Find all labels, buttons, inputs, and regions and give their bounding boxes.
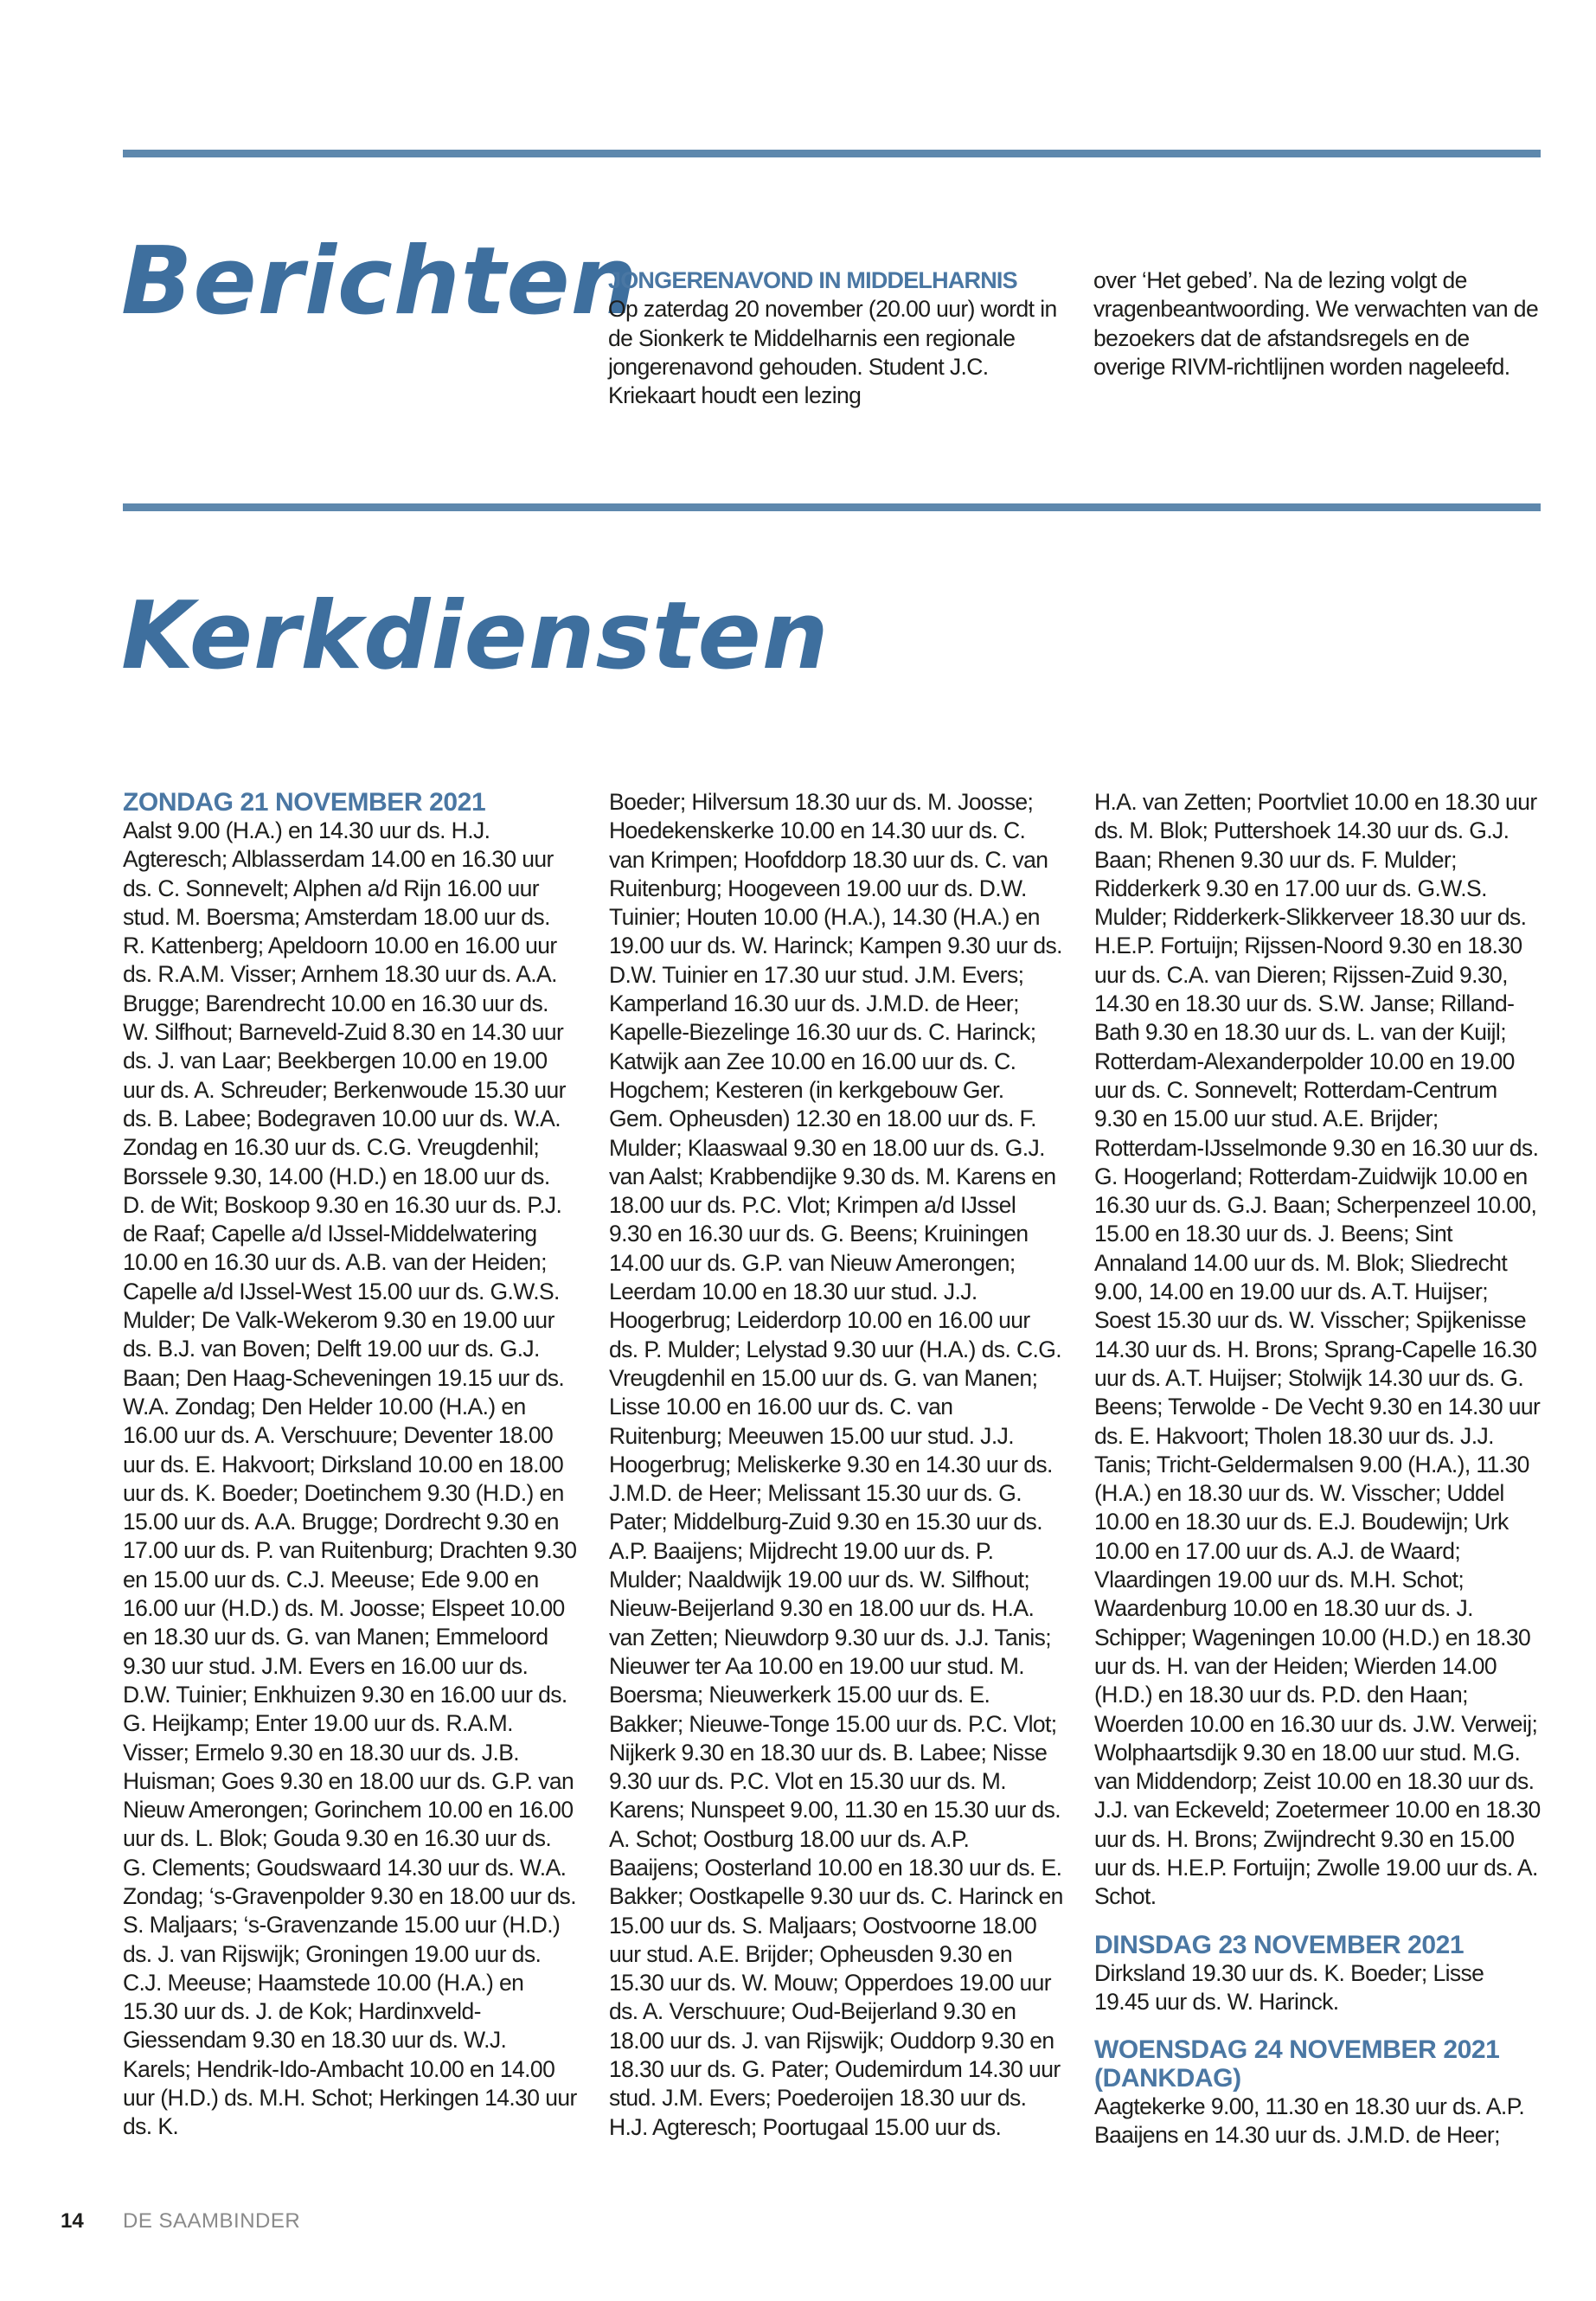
kerkdiensten-title: Kerkdiensten <box>121 582 830 690</box>
wednesday-services: Aagtekerke 9.00, 11.30 en 18.30 uur ds. A.P. Baaijens en 14.30 uur ds. J.M.D. de Heer; <box>1094 2093 1525 2149</box>
tuesday-block <box>1094 1931 1544 2017</box>
notice-column-1 <box>608 266 1058 410</box>
services-column-3 <box>1094 788 1544 2150</box>
notice-heading: JONGERENAVOND IN MIDDELHARNIS <box>608 267 1017 293</box>
sunday-services-part-1: Aalst 9.00 (H.A.) en 14.30 uur ds. H.J. Agteresch; Alblasserdam 14.00 en 16.30 uur ds. C. Sonnevelt; Alphen a/d Rijn 16.00 uur stud. M. Boersma; Amsterdam 18.00 uur ds. R. Kattenberg; Apeldoorn 10.00 en 16.00 uur ds. R.A.M. Visser; Arnhem 18.30 uur ds. A.A. Brugge; Barendrecht 10.00 en 16.30 uur ds. W. Silfhout; Barneveld-Zuid 8.30 en 14.30 uur ds. J. van Laar; Beekbergen 10.00 en 19.00 uur ds. A. Schreuder; Berkenwoude 15.30 uur ds. B. Labee; Bodegraven 10.00 uur ds. W.A. Zondag en 16.30 uur ds. C.G. Vreugdenhil; Borssele 9.30, 14.00 (H.D.) en 18.00 uur ds. D. de Wit; Boskoop 9.30 en 16.30 uur ds. P.J. de Raaf; Capelle a/d IJssel-Middelwatering 10.00 en 16.30 uur ds. A.B. van der Heiden; Capelle a/d IJssel-West 15.00 uur ds. G.W.S. Mulder; De Valk-Wekerom 9.30 en 19.00 uur ds. B.J. van Boven; Delft 19.00 uur ds. G.J. Baan; Den Haag-Scheveningen 19.15 uur ds. W.A. Zondag; Den Helder 10.00 (H.A.) en 16.00 uur ds. A. Verschuure; Deventer 18.00 uur ds. E. Hakvoort; Dirksland 10.00 en 18.00 uur ds. K. Boeder; Doetinchem 9.30 (H.D.) en 15.00 uur ds. A.A. Brugge; Dordrecht 9.30 en 17.00 uur ds. P. van Ruitenburg; Drachten 9.30 en 15.00 uur ds. C.J. Meeuse; Ede 9.00 en 16.00 uur (H.D.) ds. M. Joosse; Elspeet 10.00 en 18.30 uur ds. G. van Manen; Emmeloord 9.30 uur stud. J.M. Evers en 16.00 uur ds. D.W. Tuinier; Enkhuizen 9.30 en 16.00 uur ds. G. Heijkamp; Enter 19.00 uur ds. R.A.M. Visser; Ermelo 9.30 en 18.30 uur ds. J.B. Huisman; Goes 9.30 en 18.00 uur ds. G.P. van Nieuw Amerongen; Gorinchem 10.00 en 16.00 uur ds. L. Blok; Gouda 9.30 en 16.30 uur ds. G. Clements; Goudswaard 14.30 uur ds. W.A. Zondag; ‘s-Gravenpolder 9.30 en 18.00 uur ds. S. Maljaars; ‘s-Gravenzande 15.00 uur (H.D.) ds. J. van Rijswijk; Groningen 19.00 uur ds. C.J. Meeuse; Haamstede 10.00 (H.A.) en 15.30 uur ds. J. de Kok; Hardinxveld-Giessendam 9.30 en 18.30 uur ds. W.J. Karels; Hendrik-Ido-Ambacht 10.00 en 14.00 uur (H.D.) ds. M.H. Schot; Herkingen 14.30 uur ds. K. <box>123 817 577 2140</box>
notice-text-part-1: Op zaterdag 20 november (20.00 uur) wordt in de Sionkerk te Middelharnis een regionale jongerenavond gehouden. Student J.C. Kriekaart houdt een lezing <box>608 296 1057 409</box>
section-divider <box>123 503 1541 511</box>
services-column-1 <box>123 788 577 2142</box>
tuesday-heading: DINSDAG 23 NOVEMBER 2021 <box>1094 1930 1465 1959</box>
page-number: 14 <box>61 2209 84 2233</box>
sunday-heading: ZONDAG 21 NOVEMBER 2021 <box>123 788 486 817</box>
services-column-2 <box>609 788 1063 2142</box>
sunday-services-part-2: Boeder; Hilversum 18.30 uur ds. M. Joosse; Hoedekenskerke 10.00 en 14.30 uur ds. C. van Krimpen; Hoofddorp 18.30 uur ds. C. van Ruitenburg; Hoogeveen 19.00 uur ds. D.W. Tuinier; Houten 10.00 (H.A.), 14.30 (H.A.) en 19.00 uur ds. W. Harinck; Kampen 9.30 uur ds. D.W. Tuinier en 17.30 uur stud. J.M. Evers; Kamperland 16.30 uur ds. J.M.D. de Heer; Kapelle-Biezelinge 16.30 uur ds. C. Harinck; Katwijk aan Zee 10.00 en 16.00 uur ds. C. Hogchem; Kesteren (in kerkgebouw Ger. Gem. Opheusden) 12.30 en 18.00 uur ds. F. Mulder; Klaaswaal 9.30 en 18.00 uur ds. G.J. van Aalst; Krabbendijke 9.30 ds. M. Karens en 18.00 uur ds. P.C. Vlot; Krimpen a/d IJssel 9.30 en 16.30 uur ds. G. Beens; Kruiningen 14.00 uur ds. G.P. van Nieuw Amerongen; Leerdam 10.00 en 18.30 uur stud. J.J. Hoogerbrug; Leiderdorp 10.00 en 16.00 uur ds. P. Mulder; Lelystad 9.30 uur (H.A.) ds. C.G. Vreugdenhil en 15.00 uur ds. G. van Manen; Lisse 10.00 en 16.00 uur ds. C. van Ruitenburg; Meeuwen 15.00 uur stud. J.J. Hoogerbrug; Meliskerke 9.30 en 14.30 uur ds. J.M.D. de Heer; Melissant 15.30 uur ds. G. Pater; Middelburg-Zuid 9.30 en 15.30 uur ds. A.P. Baaijens; Mijdrecht 19.00 uur ds. P. Mulder; Naaldwijk 19.00 uur ds. W. Silfhout; Nieuw-Beijerland 9.30 en 18.00 uur ds. H.A. van Zetten; Nieuwdorp 9.30 uur ds. J.J. Tanis; Nieuwer ter Aa 10.00 en 19.00 uur stud. M. Boersma; Nieuwerkerk 15.00 uur ds. E. Bakker; Nieuwe-Tonge 15.00 uur ds. P.C. Vlot; Nijkerk 9.30 en 18.30 uur ds. B. Labee; Nisse 9.30 uur ds. P.C. Vlot en 15.30 uur ds. M. Karens; Nunspeet 9.00, 11.30 en 15.30 uur ds. A. Schot; Oostburg 18.00 uur ds. A.P. Baaijens; Oosterland 10.00 en 18.30 uur ds. E. Bakker; Oostkapelle 9.30 uur ds. C. Harinck en 15.00 uur ds. S. Maljaars; Oostvoorne 18.00 uur stud. A.E. Brijder; Opheusden 9.30 en 15.30 uur ds. W. Mouw; Opperdoes 19.00 uur ds. A. Verschuure; Oud-Beijerland 9.30 en 18.00 uur ds. J. van Rijswijk; Ouddorp 9.30 en 18.30 uur ds. G. Pater; Oudemirdum 14.30 uur stud. J.M. Evers; Poederoijen 18.30 uur ds. H.J. Agteresch; Poortugaal 15.00 uur ds. <box>609 789 1063 2140</box>
notice-text-part-2: over ‘Het gebed’. Na de lezing volgt de vragenbeantwoording. We verwachten van de bezoekers dat de afstandsregels en de overige RIVM-richtlijnen worden nageleefd. <box>1093 267 1539 380</box>
tuesday-services: Dirksland 19.30 uur ds. K. Boeder; Lisse 19.45 uur ds. W. Harinck. <box>1094 1959 1484 2015</box>
berichten-title: Berichten <box>121 228 638 336</box>
notice-column-2 <box>1093 266 1543 381</box>
wednesday-heading: WOENSDAG 24 NOVEMBER 2021 (DANKDAG) <box>1094 2035 1500 2093</box>
sunday-services-part-3: H.A. van Zetten; Poortvliet 10.00 en 18.30 uur ds. M. Blok; Puttershoek 14.30 uur ds. G.J. Baan; Rhenen 9.30 uur ds. F. Mulder; Ridderkerk 9.30 en 17.00 uur ds. G.W.S. Mulder; Ridderkerk-Slikkerveer 18.30 uur ds. H.E.P. Fortuijn; Rijssen-Noord 9.30 en 18.30 uur ds. C.A. van Dieren; Rijssen-Zuid 9.30, 14.30 en 18.30 uur ds. S.W. Janse; Rilland-Bath 9.30 en 18.30 uur ds. L. van der Kuijl; Rotterdam-Alexanderpolder 10.00 en 19.00 uur ds. C. Sonnevelt; Rotterdam-Centrum 9.30 en 15.00 uur stud. A.E. Brijder; Rotterdam-IJsselmonde 9.30 en 16.30 uur ds. G. Hoogerland; Rotterdam-Zuidwijk 10.00 en 16.30 uur ds. G.J. Baan; Scherpenzeel 10.00, 15.00 en 18.30 uur ds. J. Beens; Sint Annaland 14.00 uur ds. M. Blok; Sliedrecht 9.00, 14.00 en 19.00 uur ds. A.T. Huijser; Soest 15.30 uur ds. W. Visscher; Spijkenisse 14.30 uur ds. H. Brons; Sprang-Capelle 16.30 uur ds. A.T. Huijser; Stolwijk 14.30 uur ds. G. Beens; Terwolde - De Vecht 9.30 en 14.30 uur ds. E. Hakvoort; Tholen 18.30 uur ds. J.J. Tanis; Tricht-Geldermalsen 9.00 (H.A.), 11.30 (H.A.) en 18.30 uur ds. W. Visscher; Uddel 10.00 en 18.30 uur ds. E.J. Boudewijn; Urk 10.00 en 17.00 uur ds. A.J. de Waard; Vlaardingen 19.00 uur ds. M.H. Schot; Waardenburg 10.00 en 18.30 uur ds. J. Schipper; Wageningen 10.00 (H.D.) en 18.30 uur ds. H. van der Heiden; Wierden 14.00 (H.D.) en 18.30 uur ds. P.D. den Haan; Woerden 10.00 en 16.30 uur ds. J.W. Verweij; Wolphaartsdijk 9.30 en 18.00 uur stud. M.G. van Middendorp; Zeist 10.00 en 18.30 uur ds. J.J. van Eckeveld; Zoetermeer 10.00 en 18.30 uur ds. H. Brons; Zwijndrecht 9.30 en 15.00 uur ds. H.E.P. Fortuijn; Zwolle 19.00 uur ds. A. Schot. <box>1094 789 1541 1910</box>
magazine-name: DE SAAMBINDER <box>123 2209 301 2233</box>
top-divider <box>123 150 1541 157</box>
wednesday-block <box>1094 2035 1544 2150</box>
